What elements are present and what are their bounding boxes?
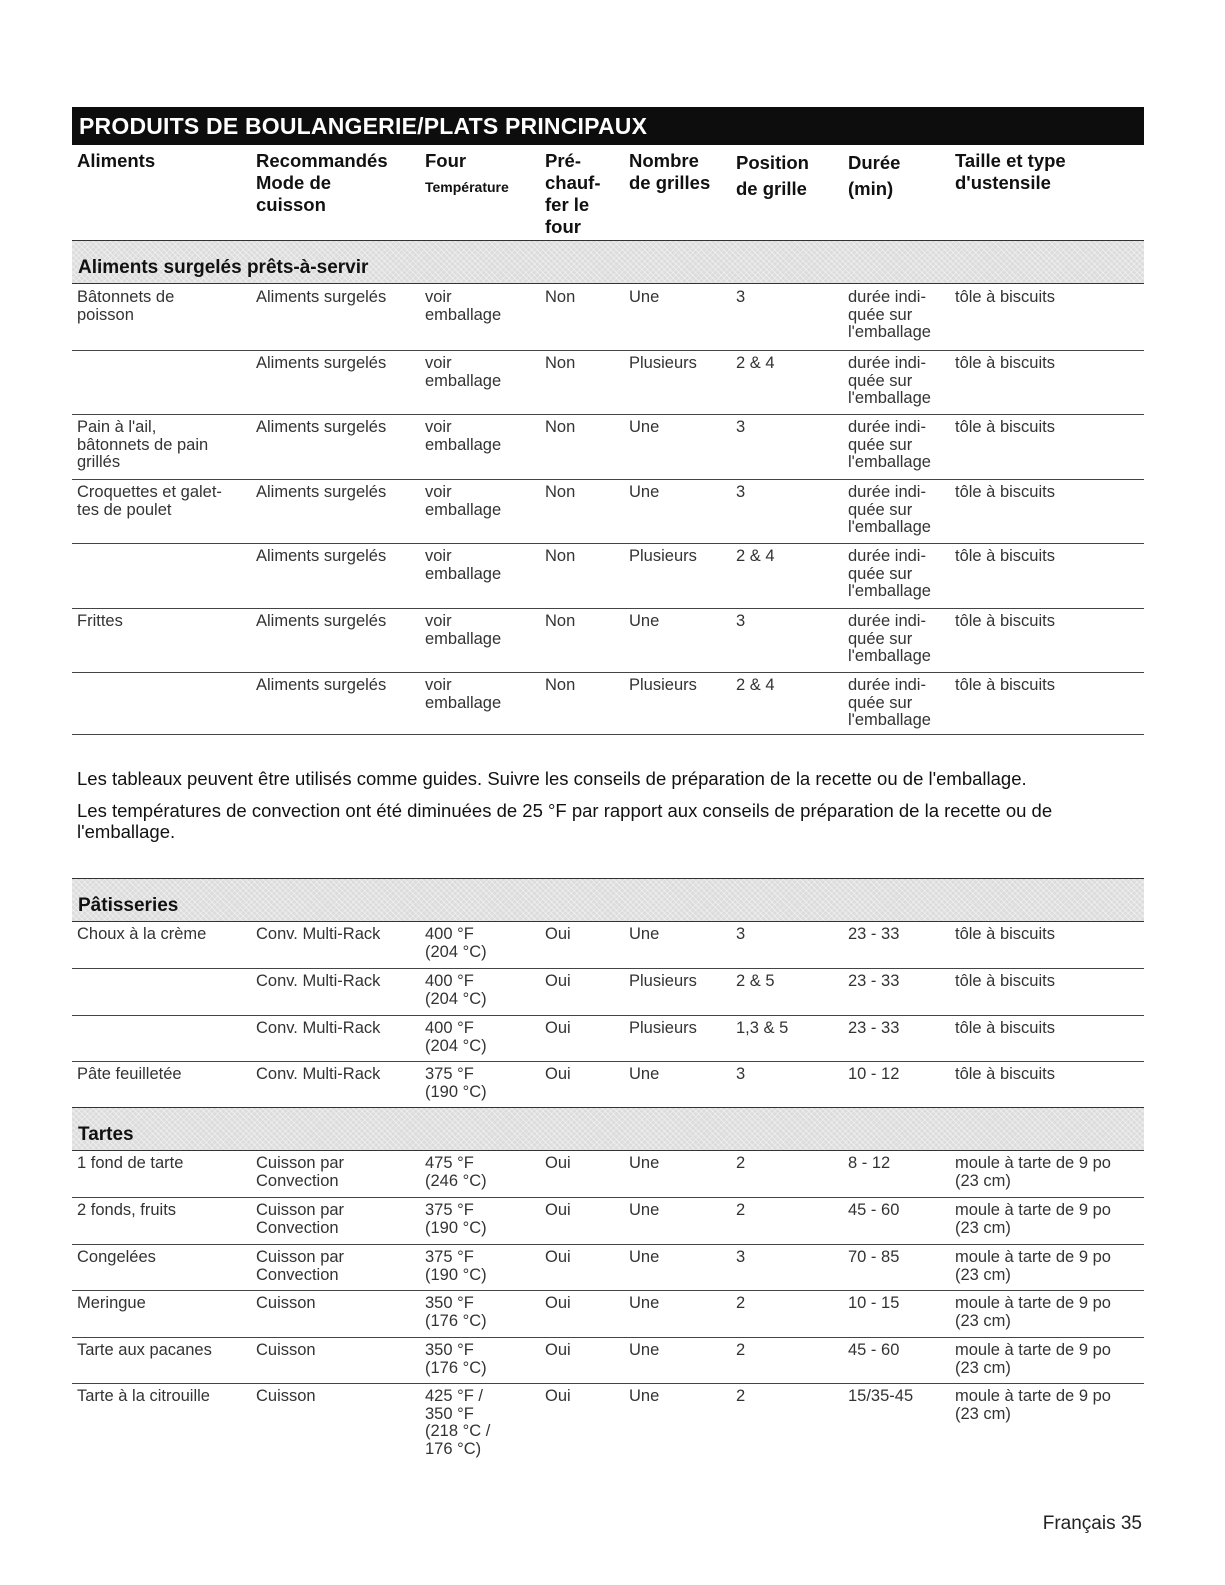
cell-duree: durée indi- quée sur l'emballage	[848, 288, 931, 341]
cell-mode: Cuisson	[256, 1341, 316, 1359]
cell-prechauffer: Oui	[545, 1248, 571, 1266]
cell-position: 3	[736, 1065, 746, 1083]
cell-position: 1,3 & 5	[736, 1019, 789, 1037]
cell-grilles: Plusieurs	[629, 972, 697, 990]
table-row	[72, 1337, 1144, 1383]
cell-grilles: Une	[629, 925, 660, 943]
note-convection: Les températures de convection ont été diminuées de 25 °F par rapport aux conseils de préparation de la recette ou de l'emballage.	[77, 800, 1053, 842]
cell-prechauffer: Oui	[545, 1201, 571, 1219]
cell-ustensile: tôle à biscuits	[955, 676, 1055, 694]
cell-prechauffer: Oui	[545, 1019, 571, 1037]
cell-mode: Conv. Multi-Rack	[256, 925, 381, 943]
cell-mode: Aliments surgelés	[256, 612, 387, 630]
cell-duree: 15/35-45	[848, 1387, 914, 1405]
cell-ustensile: moule à tarte de 9 po (23 cm)	[955, 1201, 1111, 1237]
cell-grilles: Une	[629, 288, 660, 306]
cell-ustensile: moule à tarte de 9 po (23 cm)	[955, 1294, 1111, 1330]
cell-prechauffer: Oui	[545, 972, 571, 990]
table-row	[72, 608, 1144, 672]
cell-prechauffer: Non	[545, 676, 576, 694]
cell-grilles: Plusieurs	[629, 547, 697, 565]
cell-grilles: Plusieurs	[629, 1019, 697, 1037]
cell-duree: durée indi- quée sur l'emballage	[848, 612, 931, 665]
header-mode: Recommandés Mode de cuisson	[256, 150, 388, 215]
cell-duree: 23 - 33	[848, 925, 900, 943]
table-row	[72, 543, 1144, 608]
cell-grilles: Une	[629, 1387, 660, 1405]
cell-prechauffer: Oui	[545, 1294, 571, 1312]
cell-prechauffer: Non	[545, 354, 576, 372]
cell-grilles: Plusieurs	[629, 354, 697, 372]
cell-temperature: 400 °F (204 °C)	[425, 972, 487, 1008]
table-bottom-rule	[72, 734, 1144, 735]
cell-position: 3	[736, 288, 746, 306]
cell-position: 2 & 4	[736, 676, 775, 694]
cell-duree: durée indi- quée sur l'emballage	[848, 483, 931, 536]
table-row	[72, 479, 1144, 543]
cell-temperature: 375 °F (190 °C)	[425, 1248, 487, 1284]
cell-aliment: Pain à l'ail, bâtonnets de pain grillés	[77, 418, 209, 471]
cell-duree: durée indi- quée sur l'emballage	[848, 547, 931, 600]
cell-mode: Conv. Multi-Rack	[256, 972, 381, 990]
section-surgeles	[72, 240, 1144, 284]
cell-temperature: 425 °F / 350 °F (218 °C / 176 °C)	[425, 1387, 491, 1458]
cell-duree: 23 - 33	[848, 1019, 900, 1037]
cell-ustensile: tôle à biscuits	[955, 972, 1055, 990]
cell-mode: Cuisson par Convection	[256, 1248, 345, 1284]
table-row	[72, 1290, 1144, 1337]
section-patisseries	[72, 878, 1144, 922]
cell-temperature: voir emballage	[425, 418, 502, 454]
cell-mode: Conv. Multi-Rack	[256, 1065, 381, 1083]
cell-mode: Aliments surgelés	[256, 288, 387, 306]
cell-grilles: Une	[629, 1294, 660, 1312]
cell-grilles: Une	[629, 1201, 660, 1219]
table-row	[72, 414, 1144, 479]
cell-position: 2	[736, 1387, 746, 1405]
cell-duree: 8 - 12	[848, 1154, 891, 1172]
cell-duree: 10 - 15	[848, 1294, 900, 1312]
cell-aliment: Pâte feuilletée	[77, 1065, 182, 1083]
cell-prechauffer: Oui	[545, 1387, 571, 1405]
cell-duree: 70 - 85	[848, 1248, 900, 1266]
header-duree: Durée (min)	[848, 152, 901, 199]
header-position: Position de grille	[736, 152, 809, 199]
table-row	[72, 350, 1144, 414]
cell-duree: durée indi- quée sur l'emballage	[848, 418, 931, 471]
cell-mode: Aliments surgelés	[256, 354, 387, 372]
cell-duree: durée indi- quée sur l'emballage	[848, 676, 931, 729]
cell-grilles: Une	[629, 418, 660, 436]
cell-temperature: voir emballage	[425, 354, 502, 390]
cell-ustensile: tôle à biscuits	[955, 288, 1055, 306]
table-row	[72, 968, 1144, 1015]
table-row	[72, 1061, 1144, 1107]
cell-mode: Aliments surgelés	[256, 547, 387, 565]
table-row	[72, 922, 1144, 968]
cell-temperature: voir emballage	[425, 483, 502, 519]
table-row	[72, 1151, 1144, 1197]
cell-position: 3	[736, 1248, 746, 1266]
cell-position: 2	[736, 1154, 746, 1172]
cell-mode: Conv. Multi-Rack	[256, 1019, 381, 1037]
cell-position: 2 & 4	[736, 547, 775, 565]
cell-temperature: 375 °F (190 °C)	[425, 1065, 487, 1101]
cell-grilles: Une	[629, 1248, 660, 1266]
cell-mode: Cuisson	[256, 1387, 316, 1405]
cell-duree: durée indi- quée sur l'emballage	[848, 354, 931, 407]
cell-aliment: Bâtonnets de poisson	[77, 288, 175, 324]
table-row	[72, 1015, 1144, 1061]
page-footer: Français 35	[1042, 1513, 1142, 1534]
cell-ustensile: tôle à biscuits	[955, 612, 1055, 630]
cell-aliment: Congelées	[77, 1248, 156, 1266]
cell-mode: Aliments surgelés	[256, 676, 387, 694]
cell-grilles: Une	[629, 483, 660, 501]
cell-grilles: Plusieurs	[629, 676, 697, 694]
cell-ustensile: moule à tarte de 9 po (23 cm)	[955, 1387, 1111, 1423]
section-label: Aliments surgelés prêts-à-servir	[78, 257, 369, 278]
cell-aliment: 1 fond de tarte	[77, 1154, 184, 1172]
cell-prechauffer: Non	[545, 288, 576, 306]
note-guides: Les tableaux peuvent être utilisés comme guides. Suivre les conseils de préparation de la recette ou de l'emballage.	[77, 768, 1027, 789]
cell-prechauffer: Non	[545, 418, 576, 436]
cell-temperature: 475 °F (246 °C)	[425, 1154, 487, 1190]
header-taille: Taille et type d'ustensile	[955, 150, 1066, 193]
cell-grilles: Une	[629, 1341, 660, 1359]
table-row	[72, 672, 1144, 734]
cell-temperature: 375 °F (190 °C)	[425, 1201, 487, 1237]
cell-position: 3	[736, 483, 746, 501]
cell-ustensile: tôle à biscuits	[955, 418, 1055, 436]
cell-prechauffer: Non	[545, 547, 576, 565]
cell-aliment: Frittes	[77, 612, 123, 630]
cell-aliment: 2 fonds, fruits	[77, 1201, 177, 1219]
cell-aliment: Choux à la crème	[77, 925, 207, 943]
cell-position: 2	[736, 1201, 746, 1219]
cell-position: 2 & 5	[736, 972, 775, 990]
cell-ustensile: tôle à biscuits	[955, 354, 1055, 372]
table-row	[72, 1383, 1144, 1473]
cell-mode: Cuisson par Convection	[256, 1154, 345, 1190]
cell-ustensile: moule à tarte de 9 po (23 cm)	[955, 1248, 1111, 1284]
cell-prechauffer: Non	[545, 483, 576, 501]
cell-temperature: voir emballage	[425, 676, 502, 712]
header-aliments: Aliments	[77, 150, 156, 171]
cell-temperature: 400 °F (204 °C)	[425, 1019, 487, 1055]
table-row	[72, 285, 1144, 350]
header-four	[425, 150, 509, 198]
cell-aliment: Croquettes et galet- tes de poulet	[77, 483, 222, 519]
cell-mode: Aliments surgelés	[256, 483, 387, 501]
cell-position: 2	[736, 1341, 746, 1359]
cell-position: 3	[736, 418, 746, 436]
cell-ustensile: tôle à biscuits	[955, 547, 1055, 565]
cell-ustensile: tôle à biscuits	[955, 1065, 1055, 1083]
cell-grilles: Une	[629, 1065, 660, 1083]
cell-temperature: voir emballage	[425, 288, 502, 324]
cell-ustensile: tôle à biscuits	[955, 483, 1055, 501]
cell-position: 3	[736, 925, 746, 943]
cell-temperature: 350 °F (176 °C)	[425, 1294, 487, 1330]
cell-temperature: 400 °F (204 °C)	[425, 925, 487, 961]
cell-duree: 23 - 33	[848, 972, 900, 990]
header-nombre: Nombre de grilles	[629, 150, 711, 193]
cell-duree: 45 - 60	[848, 1201, 900, 1219]
cell-grilles: Une	[629, 612, 660, 630]
cell-mode: Cuisson	[256, 1294, 316, 1312]
cell-position: 2	[736, 1294, 746, 1312]
cell-mode: Aliments surgelés	[256, 418, 387, 436]
section-label: Pâtisseries	[78, 895, 179, 916]
cell-duree: 10 - 12	[848, 1065, 900, 1083]
cell-prechauffer: Oui	[545, 1154, 571, 1172]
header-prechauffer: Pré- chauf- fer le four	[545, 150, 601, 237]
cell-mode: Cuisson par Convection	[256, 1201, 345, 1237]
cell-prechauffer: Non	[545, 612, 576, 630]
cell-aliment: Meringue	[77, 1294, 146, 1312]
cell-duree: 45 - 60	[848, 1341, 900, 1359]
page-title: PRODUITS DE BOULANGERIE/PLATS PRINCIPAUX	[72, 107, 1144, 145]
header-temperature: Température	[425, 179, 509, 195]
cell-aliment: Tarte à la citrouille	[77, 1387, 210, 1405]
header-four-label: Four	[425, 150, 467, 171]
section-tartes	[72, 1107, 1144, 1151]
cell-prechauffer: Oui	[545, 1065, 571, 1083]
cell-position: 3	[736, 612, 746, 630]
cell-ustensile: tôle à biscuits	[955, 925, 1055, 943]
cell-temperature: 350 °F (176 °C)	[425, 1341, 487, 1377]
cell-position: 2 & 4	[736, 354, 775, 372]
cell-ustensile: tôle à biscuits	[955, 1019, 1055, 1037]
cell-aliment: Tarte aux pacanes	[77, 1341, 212, 1359]
table-row	[72, 1197, 1144, 1244]
section-label: Tartes	[78, 1124, 134, 1145]
cell-prechauffer: Oui	[545, 1341, 571, 1359]
cell-prechauffer: Oui	[545, 925, 571, 943]
cell-temperature: voir emballage	[425, 547, 502, 583]
cell-grilles: Une	[629, 1154, 660, 1172]
cell-ustensile: moule à tarte de 9 po (23 cm)	[955, 1341, 1111, 1377]
cell-temperature: voir emballage	[425, 612, 502, 648]
cell-ustensile: moule à tarte de 9 po (23 cm)	[955, 1154, 1111, 1190]
table-row	[72, 1244, 1144, 1290]
